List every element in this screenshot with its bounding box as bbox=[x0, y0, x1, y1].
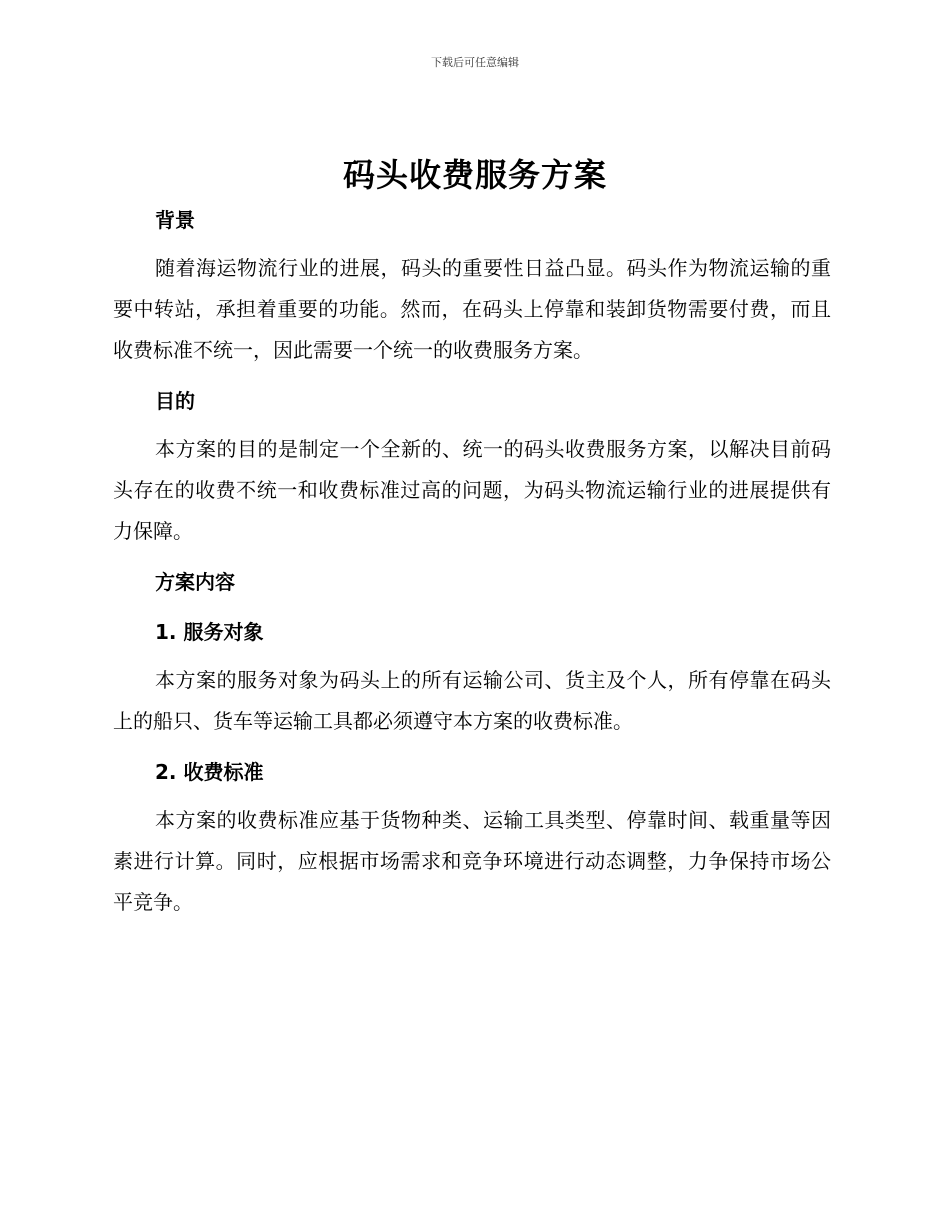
heading-background: 背景 bbox=[155, 208, 195, 232]
document-body bbox=[113, 200, 831, 923]
paragraph-service-target: 本方案的服务对象为码头上的所有运输公司、货主及个人，所有停靠在码头上的船只、货车等运输工具都必须遵守本方案的收费标准。 bbox=[113, 668, 831, 733]
heading-service-target: 1. 服务对象 bbox=[155, 620, 264, 644]
document-title: 码头收费服务方案 bbox=[342, 156, 607, 194]
heading-plan-content: 方案内容 bbox=[155, 570, 235, 594]
heading-fee-standard: 2. 收费标准 bbox=[155, 760, 264, 784]
heading-purpose: 目的 bbox=[155, 389, 195, 413]
paragraph-background: 随着海运物流行业的进展，码头的重要性日益凸显。码头作为物流运输的重要中转站，承担着重要的功能。然而，在码头上停靠和装卸货物需要付费，而且收费标准不统一，因此需要一个统一的收费服务方案。 bbox=[113, 256, 831, 362]
paragraph-purpose: 本方案的目的是制定一个全新的、统一的码头收费服务方案，以解决目前码头存在的收费不统一和收费标准过高的问题，为码头物流运输行业的进展提供有力保障。 bbox=[113, 437, 831, 543]
paragraph-fee-standard: 本方案的收费标准应基于货物种类、运输工具类型、停靠时间、载重量等因素进行计算。同时，应根据市场需求和竞争环境进行动态调整，力争保持市场公平竞争。 bbox=[113, 808, 831, 914]
header-note: 下载后可任意编辑 bbox=[431, 56, 519, 69]
